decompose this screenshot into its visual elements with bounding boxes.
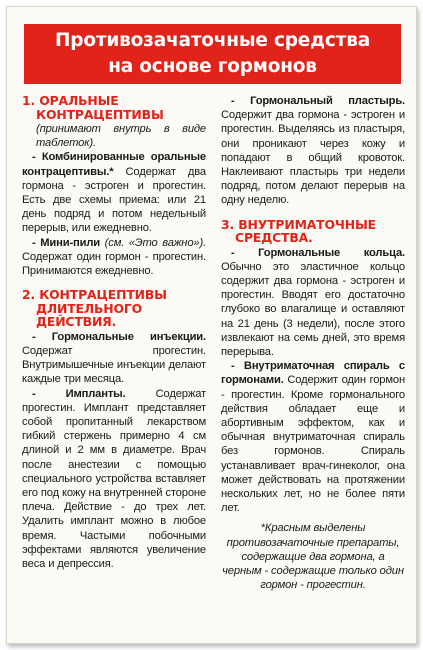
mini-pill-label: - Мини-пили (32, 236, 101, 249)
title-line-1: Противозачаточные средства (55, 30, 370, 51)
section-3-heading-line-2: СРЕДСТВА. (235, 230, 313, 246)
title-banner (24, 24, 401, 84)
section-1-heading (22, 94, 206, 121)
patch-text: Содержит два гормона - эстроген и прогестин. Выделяясь из пластыря, они проникают через кожу и попадают в общий кровоток. Наклеивают пластырь три недели подряд, потом делают перерыв на одну неделю. (221, 109, 405, 207)
section-2-heading-line-1: 2. КОНТРАЦЕПТИВЫ (22, 287, 167, 303)
section-3-heading-line-1: 3. ВНУТРИМАТОЧНЫЕ (221, 216, 376, 232)
ring-paragraph (221, 246, 405, 360)
implants-text: Содержат прогестин. Имплант представляет собой пропитанный лекарством гибкий стержень примерно 4 см длиной и 2 мм в диаметре. Врач после анестезии с помощью специального устройства вставляет его под кожу на внутренней стороне плеча. Действие - до трех лет. Удалить имплант можно в любое время. Частыми побочными эффектами являются увеличение веса и депрессия. (22, 387, 206, 570)
left-column (22, 94, 206, 571)
mini-pill-text: Содержат один гормон - прогестин. Принимаются ежедневно. (22, 250, 206, 278)
section-1-note: (принимают внутрь в виде таблеток). (36, 123, 206, 150)
section-1-heading-line-1: 1. ОРАЛЬНЫЕ (22, 93, 119, 108)
section-2-heading-line-3: ДЕЙСТВИЯ. (36, 314, 117, 330)
ring-label: - Гормональные кольца. (231, 246, 405, 259)
section-1-heading-line-2: КОНТРАЦЕПТИВЫ (36, 106, 164, 122)
patch-label: - Гормональный пластырь. (231, 95, 405, 107)
footnote: *Красным выделены противозачаточные препараты, содержащие два гормона, а черным - содержащие только один гормон - прогестин. (222, 522, 404, 592)
iud-paragraph (221, 359, 405, 515)
iud-label: - Внутриматочная спираль с гормонами. (221, 360, 405, 387)
patch-paragraph (221, 94, 405, 208)
iud-text: Содержит один гормон - прогестин. Кроме гормонального действия обладает еще и абортивным эффектом, как и обычная внутриматочная спираль без гормонов. Спираль устанавливает врач-гинеколог, она может действовать на протяжении нескольких лет, но не более пяти лет. (221, 374, 405, 515)
title-line-2: на основе гормонов (108, 56, 317, 77)
right-column (221, 94, 405, 593)
section-2-heading (22, 288, 206, 329)
implants-paragraph (22, 387, 206, 572)
combined-oc-text: Содержат два гормона - эстроген и прогестин. Есть две схемы приема: или 21 день подряд и потом недельный перерыв, или ежедневно. (22, 165, 206, 235)
implants-label: - Импланты. (32, 387, 126, 400)
injections-label: - Гормональные инъекции. (32, 330, 206, 343)
ring-text: Обычно это эластичное кольцо содержит два гормона - эстроген и прогестин. Вводят его достаточно глубоко во влагалище и оставляют на 21 день (3 недели), после этого извлекают на семь дней, это время перерыва. (221, 260, 405, 359)
combined-oc-label: - Комбинированные оральные контрацептивы.* (22, 151, 206, 178)
injections-paragraph (22, 330, 206, 387)
injections-text: Содержат прогестин. Внутримышечные инъекции делают каждые три месяца. (22, 344, 206, 386)
combined-oc-paragraph (22, 150, 206, 235)
section-3-heading (221, 218, 405, 245)
mini-pill-paragraph (22, 236, 206, 279)
mini-pill-reference: (см. «Это важно»). (100, 236, 206, 249)
section-2-heading-line-2: ДЛИТЕЛЬНОГО (36, 300, 143, 316)
